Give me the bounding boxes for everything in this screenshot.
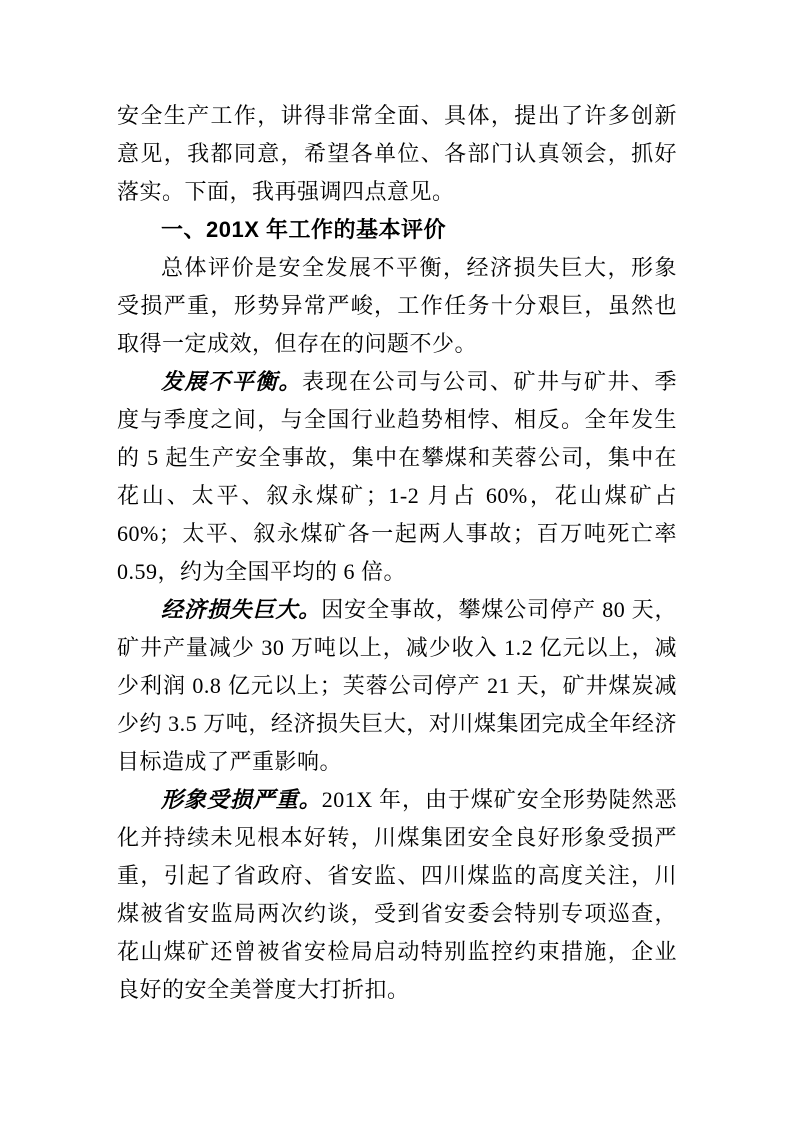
body-paragraph bbox=[117, 97, 677, 211]
body-paragraph bbox=[117, 249, 677, 363]
body-paragraph bbox=[117, 363, 677, 591]
paragraph-text: 表现在公司与公司、矿井与矿井、季度与季度之间，与全国行业趋势相悖、相反。全年发生的 5 起生产安全事故，集中在攀煤和芙蓉公司，集中在花山、太平、叙永煤矿；1-2 月占 60%，花山煤矿占 60%；太平、叙永煤矿各一起两人事故；百万吨死亡率 0.59，约为全国平均的 6 倍。 bbox=[117, 369, 677, 584]
heading-text: 一、201X 年工作的基本评价 bbox=[161, 217, 446, 242]
section-heading bbox=[117, 211, 677, 249]
paragraph-lead-in: 发展不平衡。 bbox=[161, 369, 302, 394]
body-paragraph bbox=[117, 591, 677, 781]
paragraph-lead-in: 形象受损严重。 bbox=[161, 787, 322, 812]
paragraph-text: 因安全事故，攀煤公司停产 80 天，矿井产量减少 30 万吨以上，减少收入 1.2 亿元以上，减少利润 0.8 亿元以上；芙蓉公司停产 21 天，矿井煤炭减少约 3.5 万吨，经济损失巨大，对川煤集团完成全年经济目标造成了严重影响。 bbox=[117, 597, 677, 774]
paragraph-text: 201X 年，由于煤矿安全形势陡然恶化并持续未见根本好转，川煤集团安全良好形象受损严重，引起了省政府、省安监、四川煤监的高度关注，川煤被省安监局两次约谈，受到省安委会特别专项巡查，花山煤矿还曾被省安检局启动特别监控约束措施，企业良好的安全美誉度大打折扣。 bbox=[117, 787, 677, 1002]
paragraph-lead-in: 经济损失巨大。 bbox=[161, 597, 322, 622]
body-paragraph bbox=[117, 781, 677, 1009]
paragraph-text: 安全生产工作，讲得非常全面、具体，提出了许多创新意见，我都同意，希望各单位、各部门认真领会，抓好落实。下面，我再强调四点意见。 bbox=[117, 103, 677, 204]
document-body bbox=[117, 97, 677, 1009]
paragraph-text: 总体评价是安全发展不平衡，经济损失巨大，形象受损严重，形势异常严峻，工作任务十分艰巨，虽然也取得一定成效，但存在的问题不少。 bbox=[117, 255, 677, 356]
